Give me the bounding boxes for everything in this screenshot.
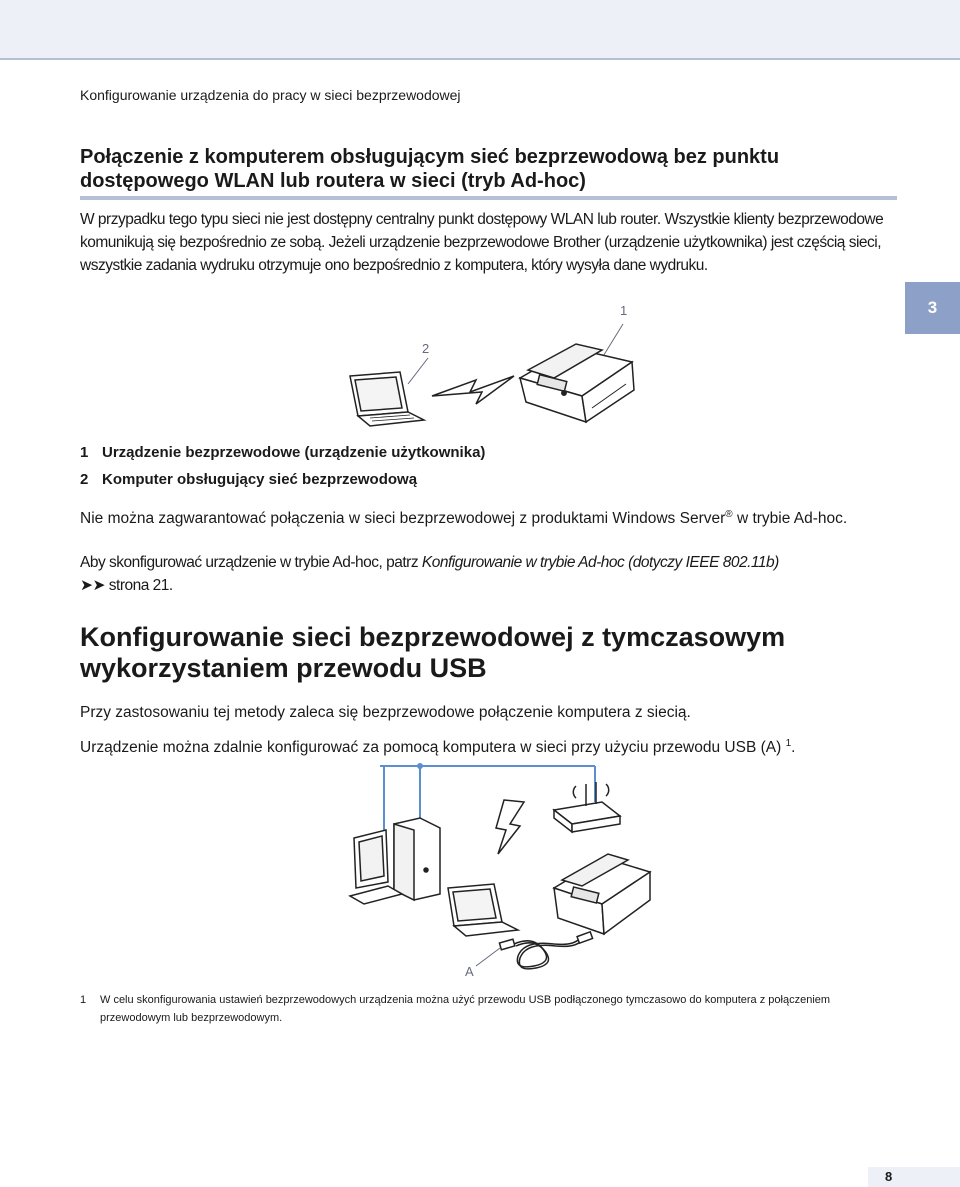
windows-server-note [80,503,900,530]
callout-1: 1 [620,303,628,318]
reference-page: strona 21. [104,577,173,594]
footnote-mark: 1 [80,994,87,1006]
registered-mark: ® [725,509,733,520]
legend-label: Urządzenie bezprzewodowe (urządzenie użytkownika) [102,444,486,461]
running-header: Konfigurowanie urządzenia do pracy w sieci bezprzewodowej [80,87,461,103]
note-text: Nie można zagwarantować połączenia w sieci bezprzewodowej z produktami Windows Server [80,510,726,528]
chapter-tab: 3 [905,282,960,334]
legend-number: 2 [80,471,89,488]
usb-para-2 [80,732,900,759]
adhoc-description: W przypadku tego typu sieci nie jest dostępny centralny punkt dostępowy WLAN lub router. Wszystkie klienty bezprzewodowe komunikują się bezpośrednio ze sobą. Jeżeli urządzenie bezprzewodowe Brother (urządzenie użytkownika) jest częścią sieci, wszystkie zadania wydruku otrzymuje ono bezpośrednio z komputera, który wysyła dane wydruku. [80,211,884,274]
callout-A: A [465,964,474,979]
callout-2: 2 [422,341,430,356]
reference-prefix: Aby skonfigurować urządzenie w trybie Ad-hoc, patrz [80,554,422,571]
page-number: 8 [885,1169,893,1184]
laptop-icon [350,372,424,426]
page-top-rule [0,58,960,60]
footnote-text: W celu skonfigurowania ustawień bezprzewodowych urządzenia można użyć przewodu USB podłączonego tymczasowo do komputera z połączeniem przewodowym lub bezprzewodowym. [100,994,831,1024]
adhoc-figure [340,300,650,435]
footnote-ref[interactable]: 1 [785,738,792,749]
legend-label: Komputer obsługujący sieć bezprzewodową [102,471,418,488]
printer-icon [520,344,634,422]
adhoc-reference [80,551,900,597]
wireless-signal-icon [432,376,514,404]
usb-para-1: Przy zastosowaniu tej metody zaleca się bezprzewodowe połączenie komputera z siecią. [80,704,691,721]
note-text-end: w trybie Ad-hoc. [732,510,848,528]
double-arrow-icon: ➤➤ [80,577,105,594]
footnote [80,991,880,1027]
wireless-signal-icon [496,800,524,854]
legend-number: 1 [80,444,89,461]
legend-item [80,444,485,461]
network-junction [417,763,423,769]
reference-link[interactable]: Konfigurowanie w trybie Ad-hoc (dotyczy IEEE 802.11b) [421,554,779,571]
callout-leader [476,948,500,966]
usb-cable-icon [499,932,592,969]
usb-figure [340,758,660,980]
usb-para-2-end: . [791,739,796,757]
page-top-band [0,0,960,58]
usb-section-title: Konfigurowanie sieci bezprzewodowej z tymczasowym wykorzystaniem przewodu USB [80,622,786,683]
section-title-rule [80,196,897,200]
section-title: Połączenie z komputerem obsługującym sieć bezprzewodową bez punktu dostępowego WLAN lub routera w sieci (tryb Ad-hoc) [80,146,780,192]
usb-para-2-text: Urządzenie można zdalnie konfigurować za pomocą komputera w sieci przy użyciu przewodu USB (A) [80,739,786,757]
legend-item [80,471,417,488]
desktop-computer-icon [350,818,440,904]
printer-icon [554,854,650,934]
wireless-router-icon [554,782,620,832]
page-number-band [868,1167,960,1187]
laptop-icon [448,884,518,936]
